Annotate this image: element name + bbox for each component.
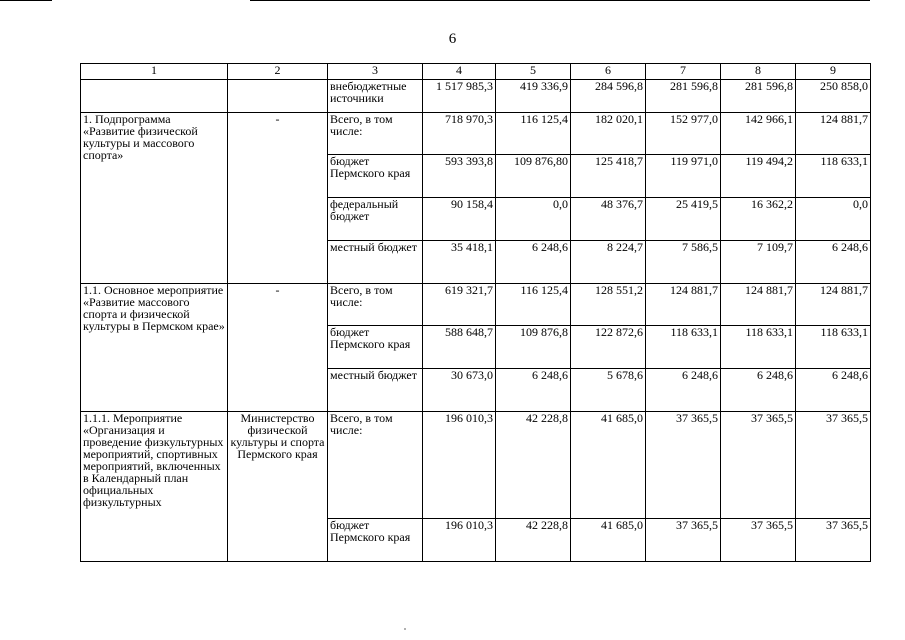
- value-cell: 5 678,6: [571, 369, 646, 412]
- funding-source: бюджет Пермского края: [328, 155, 423, 198]
- value-cell: 1 517 985,3: [423, 80, 496, 113]
- funding-source: Всего, в том числе:: [328, 284, 423, 326]
- funding-source: местный бюджет: [328, 241, 423, 284]
- value-cell: 6 248,6: [796, 241, 871, 284]
- value-cell: 122 872,6: [571, 326, 646, 369]
- value-cell: 419 336,9: [496, 80, 571, 113]
- value-cell: 118 633,1: [796, 155, 871, 198]
- value-cell: 25 419,5: [646, 198, 721, 241]
- scan-speck: [404, 628, 406, 630]
- funding-source: Всего, в том числе:: [328, 113, 423, 155]
- column-header: 2: [228, 64, 328, 80]
- value-cell: 118 633,1: [796, 326, 871, 369]
- value-cell: 116 125,4: [496, 284, 571, 326]
- value-cell: 119 494,2: [721, 155, 796, 198]
- value-cell: 6 248,6: [646, 369, 721, 412]
- budget-table: [80, 63, 871, 562]
- value-cell: 8 224,7: [571, 241, 646, 284]
- table-row: [81, 80, 871, 113]
- value-cell: 588 648,7: [423, 326, 496, 369]
- value-cell: 619 321,7: [423, 284, 496, 326]
- value-cell: 6 248,6: [721, 369, 796, 412]
- table-row: [81, 113, 871, 155]
- funding-source: бюджет Пермского края: [328, 519, 423, 562]
- value-cell: 7 109,7: [721, 241, 796, 284]
- executor: -: [228, 284, 328, 412]
- value-cell: 118 633,1: [721, 326, 796, 369]
- value-cell: 593 393,8: [423, 155, 496, 198]
- value-cell: 142 966,1: [721, 113, 796, 155]
- page-number: 6: [448, 31, 457, 47]
- column-header: 5: [496, 64, 571, 80]
- value-cell: 41 685,0: [571, 412, 646, 519]
- value-cell: 182 020,1: [571, 113, 646, 155]
- value-cell: 125 418,7: [571, 155, 646, 198]
- value-cell: 90 158,4: [423, 198, 496, 241]
- column-header: 7: [646, 64, 721, 80]
- value-cell: 6 248,6: [496, 369, 571, 412]
- column-header: 3: [328, 64, 423, 80]
- value-cell: 118 633,1: [646, 326, 721, 369]
- table-row: [81, 412, 871, 519]
- value-cell: 0,0: [796, 198, 871, 241]
- value-cell: 0,0: [496, 198, 571, 241]
- value-cell: 48 376,7: [571, 198, 646, 241]
- value-cell: 37 365,5: [796, 519, 871, 562]
- column-header: 9: [796, 64, 871, 80]
- value-cell: 124 881,7: [796, 284, 871, 326]
- value-cell: 124 881,7: [721, 284, 796, 326]
- program-name: 1.1. Основное мероприятие «Развитие массового спорта и физической культуры в Пермском крае»: [81, 284, 228, 412]
- funding-source: внебюджетные источники: [328, 80, 423, 113]
- value-cell: 281 596,8: [721, 80, 796, 113]
- value-cell: 6 248,6: [496, 241, 571, 284]
- value-cell: 109 876,8: [496, 326, 571, 369]
- scan-edge-line: [250, 0, 870, 1]
- value-cell: 109 876,80: [496, 155, 571, 198]
- value-cell: 119 971,0: [646, 155, 721, 198]
- funding-source: Всего, в том числе:: [328, 412, 423, 519]
- value-cell: 284 596,8: [571, 80, 646, 113]
- executor: Министерство физической культуры и спорта Пермского края: [228, 412, 328, 562]
- value-cell: 37 365,5: [646, 519, 721, 562]
- value-cell: 35 418,1: [423, 241, 496, 284]
- value-cell: 196 010,3: [423, 412, 496, 519]
- value-cell: 124 881,7: [646, 284, 721, 326]
- program-name: 1.1.1. Мероприятие «Организация и проведение физкультурных мероприятий, спортивных мероприятий, включенных в Календарный план официальных физкультурных: [81, 412, 228, 562]
- value-cell: 281 596,8: [646, 80, 721, 113]
- value-cell: 16 362,2: [721, 198, 796, 241]
- column-header: 6: [571, 64, 646, 80]
- value-cell: 37 365,5: [796, 412, 871, 519]
- program-name: 1. Подпрограмма «Развитие физической культуры и массового спорта»: [81, 113, 228, 284]
- value-cell: 7 586,5: [646, 241, 721, 284]
- value-cell: 250 858,0: [796, 80, 871, 113]
- value-cell: 37 365,5: [721, 519, 796, 562]
- column-header: 1: [81, 64, 228, 80]
- funding-source: местный бюджет: [328, 369, 423, 412]
- funding-source: федеральный бюджет: [328, 198, 423, 241]
- value-cell: 128 551,2: [571, 284, 646, 326]
- value-cell: 37 365,5: [721, 412, 796, 519]
- scan-edge-line: [0, 0, 52, 1]
- value-cell: 718 970,3: [423, 113, 496, 155]
- value-cell: 42 228,8: [496, 412, 571, 519]
- program-name: [81, 80, 228, 113]
- column-header: 8: [721, 64, 796, 80]
- value-cell: 152 977,0: [646, 113, 721, 155]
- value-cell: 116 125,4: [496, 113, 571, 155]
- value-cell: 37 365,5: [646, 412, 721, 519]
- column-number-row: [81, 64, 871, 80]
- table-row: [81, 284, 871, 326]
- funding-source: бюджет Пермского края: [328, 326, 423, 369]
- executor: [228, 80, 328, 113]
- value-cell: 30 673,0: [423, 369, 496, 412]
- column-header: 4: [423, 64, 496, 80]
- executor: -: [228, 113, 328, 284]
- value-cell: 124 881,7: [796, 113, 871, 155]
- value-cell: 196 010,3: [423, 519, 496, 562]
- value-cell: 6 248,6: [796, 369, 871, 412]
- value-cell: 42 228,8: [496, 519, 571, 562]
- value-cell: 41 685,0: [571, 519, 646, 562]
